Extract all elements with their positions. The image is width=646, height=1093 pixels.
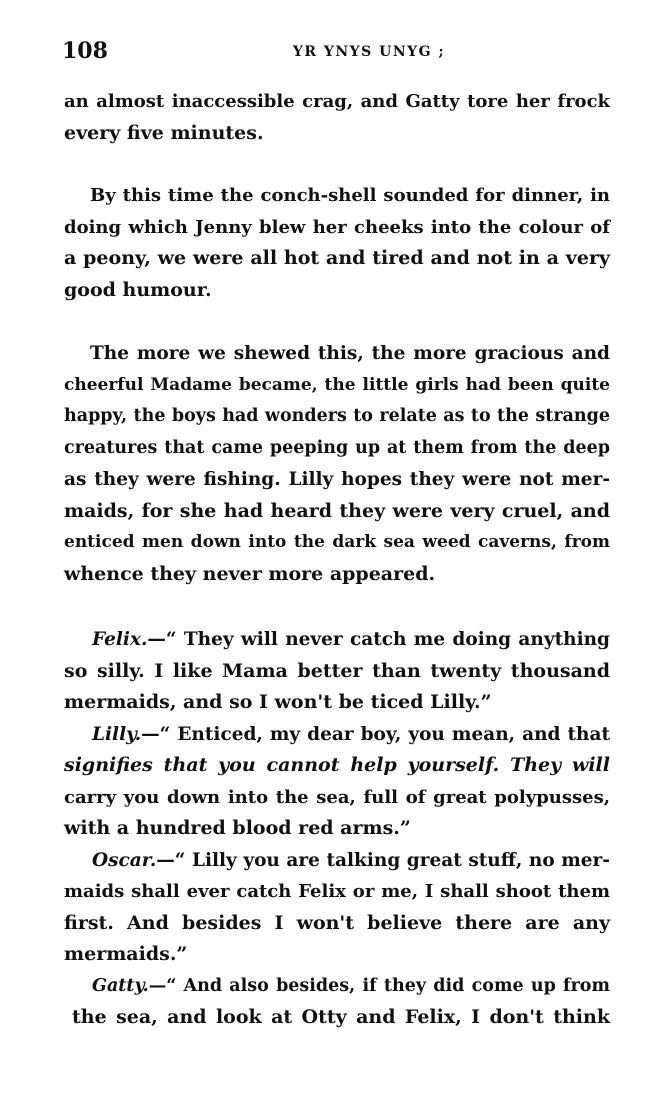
- speaker-oscar: Oscar.: [92, 849, 157, 871]
- text-line: maids, for she had heard they were very cruel, and: [64, 499, 610, 522]
- text-line: cheerful Madame became, the little girls had been quite: [64, 374, 610, 395]
- dialogue-text: —“ And also besides, if they did come up from: [148, 975, 610, 996]
- text-line: By this time the conch-shell sounded for dinner, in: [90, 185, 610, 206]
- text-line: whence they never more appeared.: [64, 562, 436, 585]
- text-line: a peony, we were all hot and tired and not in a very: [64, 247, 610, 269]
- speaker-lilly: Lilly.: [92, 723, 142, 745]
- text-line: the sea, and look at Otty and Felix, I don't think: [72, 1006, 610, 1028]
- dialogue-line-oscar: [64, 845, 610, 877]
- text-line: as they were fishing. Lilly hopes they were not mer-: [64, 469, 610, 490]
- dialogue-line-felix: [64, 624, 610, 656]
- dialogue-line-lilly: [64, 719, 610, 751]
- text-line: signifies that you cannot help yourself. They will: [64, 754, 610, 776]
- text-line: mermaids, and so I won't be ticed Lilly.”: [64, 691, 492, 713]
- text-line: good humour.: [64, 278, 212, 301]
- text-line: The more we shewed this, the more gracious and: [90, 343, 610, 364]
- text-line: with a hundred blood red arms.”: [64, 817, 411, 839]
- dialogue-section: [64, 624, 610, 1034]
- dialogue-text: —“ Lilly you are talking great stuff, no mer-: [156, 849, 610, 871]
- text-line: happy, the boys had wonders to relate as to the strange: [64, 406, 610, 426]
- text-line: maids shall ever catch Felix or me, I shall shoot them: [64, 881, 610, 902]
- text-line: carry you down into the sea, full of great polypusses,: [64, 786, 610, 808]
- dialogue-line-gatty: [64, 971, 610, 1003]
- page-header: [62, 38, 616, 68]
- speaker-felix: Felix.: [92, 629, 148, 650]
- speaker-gatty: Gatty.: [92, 975, 149, 996]
- running-head: YR YNYS UNYG ;: [292, 44, 446, 60]
- text-line: doing which Jenny blew her cheeks into the colour of: [64, 216, 610, 238]
- paragraph-3: [64, 338, 610, 590]
- text-line: so silly. I like Mama better than twenty thousand: [64, 659, 610, 682]
- text-line: an almost inaccessible crag, and Gatty tore her frock: [64, 91, 610, 112]
- text-line: first. And besides I won't believe there are any: [64, 911, 610, 934]
- paragraph-1: [64, 86, 610, 149]
- text-line: creatures that came peeping up at them from the deep: [64, 437, 610, 458]
- text-line: enticed men down into the dark sea weed caverns, from: [64, 532, 610, 552]
- text-line: mermaids.”: [64, 943, 188, 965]
- page-number: 108: [62, 38, 108, 64]
- dialogue-text: —“ They will never catch me doing anything: [147, 629, 610, 650]
- dialogue-text: —“ Enticed, my dear boy, you mean, and that: [141, 723, 610, 745]
- text-line: every five minutes.: [64, 121, 264, 144]
- paragraph-2: [64, 180, 610, 306]
